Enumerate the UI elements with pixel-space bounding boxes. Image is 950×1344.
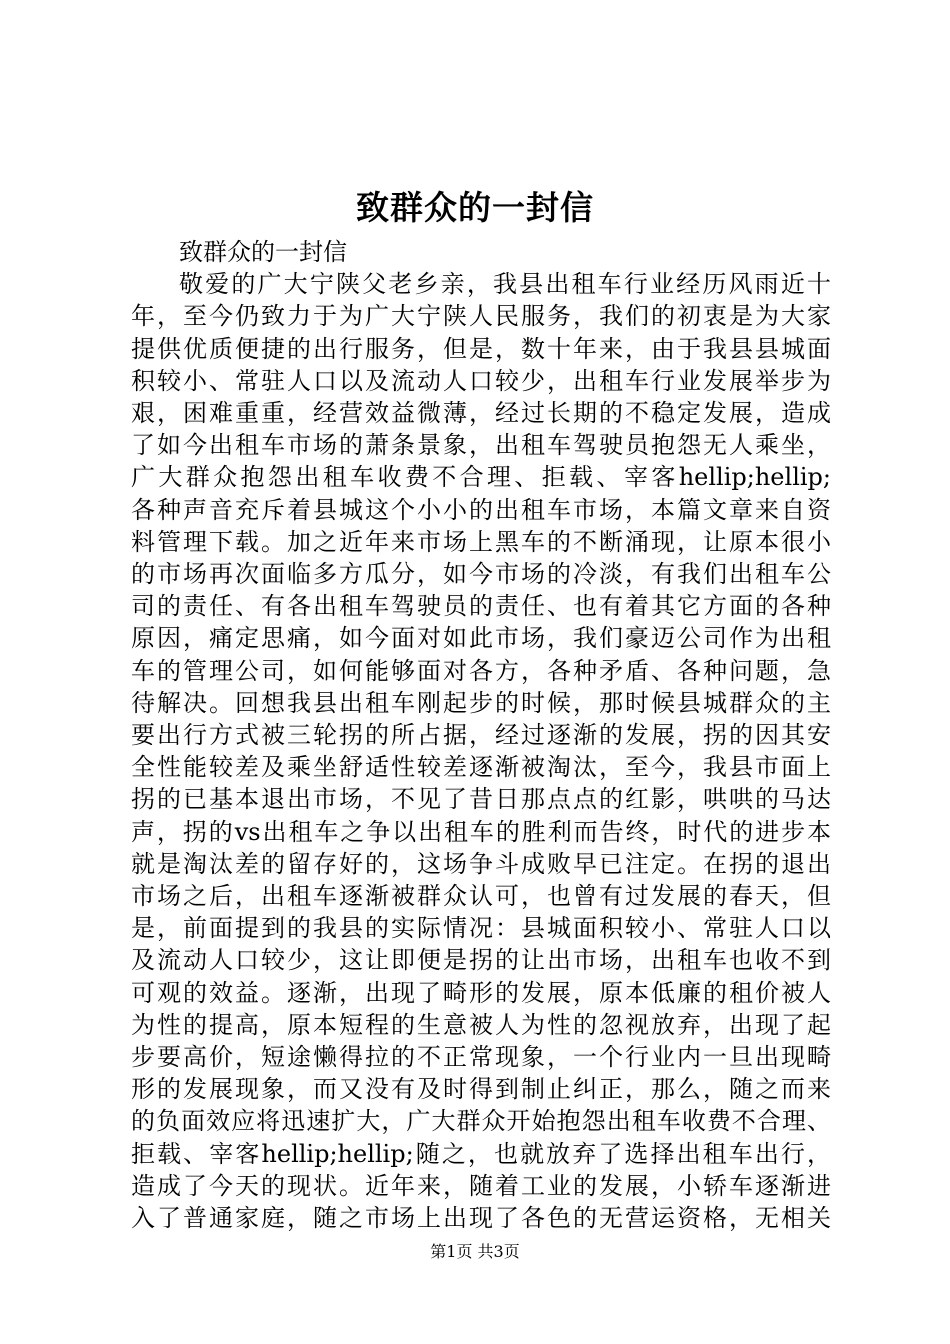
body-line: 要出行方式被三轮拐的所占据，经过逐渐的发展，拐的因其安 <box>131 721 831 750</box>
body-line: 及流动人口较少，这让即便是拐的让出市场，出租车也收不到 <box>131 946 831 975</box>
body-line: 市场之后，出租车逐渐被群众认可，也曾有过发展的春天，但 <box>131 882 831 911</box>
page-number-footer: 第1页 共3页 <box>430 1242 520 1261</box>
body-line: 提供优质便捷的出行服务，但是，数十年来，由于我县县城面 <box>131 334 831 363</box>
body-line: 各种声音充斥着县城这个小小的出租车市场，本篇文章来自资 <box>131 495 831 524</box>
body-line: 车的管理公司，如何能够面对各方，各种矛盾、各种问题，急 <box>131 656 831 685</box>
body-line: 积较小、常驻人口以及流动人口较少，出租车行业发展举步为 <box>131 366 831 395</box>
body-line: 为性的提高，原本短程的生意被人为性的忽视放弃，出现了起 <box>131 1010 831 1039</box>
body-line: 步要高价，短途懒得拉的不正常现象，一个行业内一旦出现畸 <box>131 1043 831 1072</box>
body-line: 的负面效应将迅速扩大，广大群众开始抱怨出租车收费不合理、 <box>131 1107 831 1136</box>
body-line: 艰，困难重重，经营效益微薄，经过长期的不稳定发展，造成 <box>131 399 831 428</box>
body-line: 造成了今天的现状。近年来，随着工业的发展，小轿车逐渐进 <box>131 1171 831 1200</box>
body-line: 入了普通家庭，随之市场上出现了各色的无营运资格，无相关 <box>131 1204 831 1233</box>
document-subtitle: 致群众的一封信 <box>179 238 347 266</box>
body-line: 料管理下载。加之近年来市场上黑车的不断涌现，让原本很小 <box>131 527 831 556</box>
body-line: 年，至今仍致力于为广大宁陕人民服务，我们的初衷是为大家 <box>131 302 831 331</box>
body-line: 拐的已基本退出市场，不见了昔日那点点的红影，哄哄的马达 <box>131 785 831 814</box>
body-line: 声，拐的vs出租车之争以出租车的胜利而告终，时代的进步本 <box>131 817 831 846</box>
body-line: 的市场再次面临多方瓜分，如今市场的冷淡，有我们出租车公 <box>131 560 831 589</box>
body-line: 广大群众抱怨出租车收费不合理、拒载、宰客hellip;hellip; <box>131 463 831 492</box>
body-line: 司的责任、有各出租车驾驶员的责任、也有着其它方面的各种 <box>131 592 831 621</box>
body-line: 形的发展现象，而又没有及时得到制止纠正，那么，随之而来 <box>131 1075 831 1104</box>
body-line: 拒载、宰客hellip;hellip;随之，也就放弃了选择出租车出行， <box>131 1139 831 1168</box>
body-line: 敬爱的广大宁陕父老乡亲，我县出租车行业经历风雨近十 <box>179 270 831 299</box>
body-line: 可观的效益。逐渐，出现了畸形的发展，原本低廉的租价被人 <box>131 978 831 1007</box>
document-title: 致群众的一封信 <box>356 188 594 227</box>
body-line: 就是淘汰差的留存好的，这场争斗成败早已注定。在拐的退出 <box>131 849 831 878</box>
body-line: 是，前面提到的我县的实际情况：县城面积较小、常驻人口以 <box>131 914 831 943</box>
body-line: 待解决。回想我县出租车刚起步的时候，那时候县城群众的主 <box>131 688 831 717</box>
body-line: 原因，痛定思痛，如今面对如此市场，我们豪迈公司作为出租 <box>131 624 831 653</box>
body-line: 了如今出租车市场的萧条景象，出租车驾驶员抱怨无人乘坐， <box>131 431 831 460</box>
body-line: 全性能较差及乘坐舒适性较差逐渐被淘汰，至今，我县市面上 <box>131 753 831 782</box>
document-body <box>131 236 831 1234</box>
